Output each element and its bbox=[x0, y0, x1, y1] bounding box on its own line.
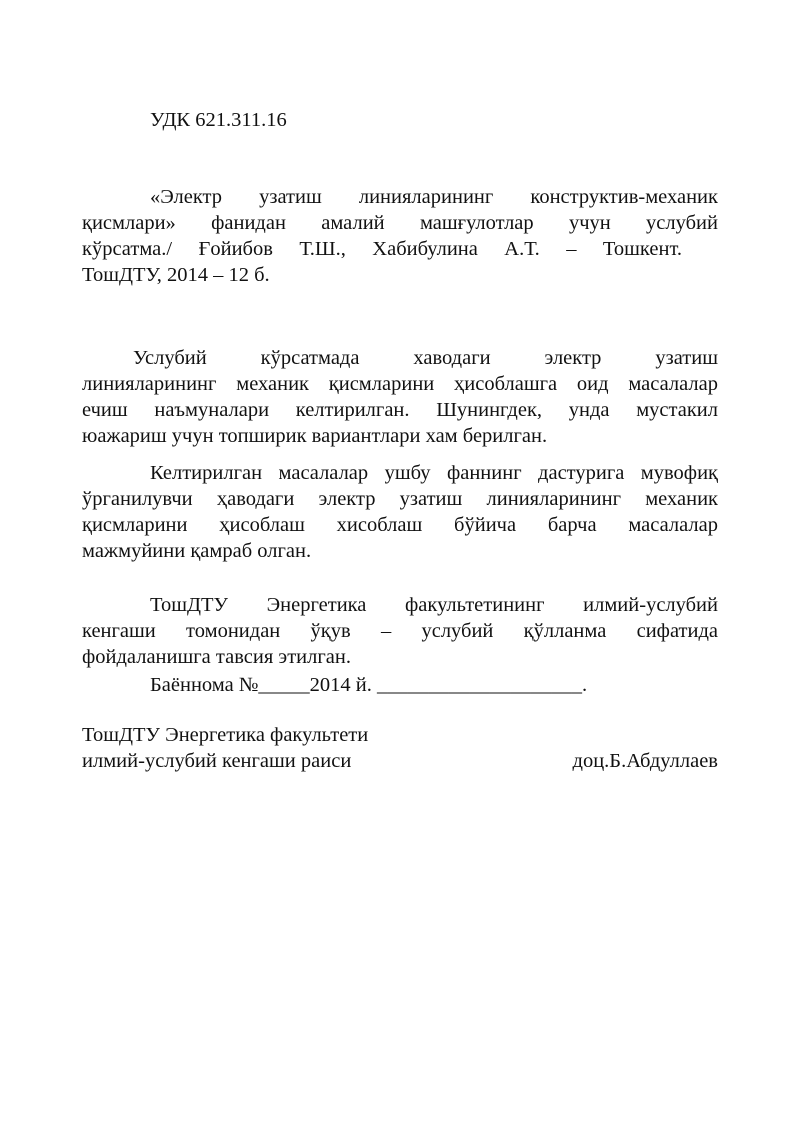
abstract-line: мажмуйини қамраб олган. bbox=[82, 540, 312, 562]
approval-line: фойдаланишга тавсия этилган. bbox=[82, 646, 351, 668]
abstract-line: Келтирилган масалалар ушбу фаннинг дастурига мувофиқ bbox=[150, 462, 718, 484]
abstract-line: Услубий кўрсатмада хаводаги электр узатиш bbox=[133, 347, 718, 369]
abstract-line: ўрганилувчи ҳаводаги электр узатиш линияларининг механик bbox=[82, 488, 718, 510]
signature-role: илмий-услубий кенгаши раиси bbox=[82, 750, 352, 772]
approval-line: ТошДТУ Энергетика факультетининг илмий-услубий bbox=[150, 594, 718, 616]
abstract-line: юажариш учун топширик вариантлари хам берилган. bbox=[82, 425, 548, 447]
abstract-line: ечиш наъмуналари келтирилган. Шунингдек, унда мустакил bbox=[82, 399, 718, 421]
signature-org: ТошДТУ Энергетика факультети bbox=[82, 724, 369, 746]
udk-code: УДК 621.311.16 bbox=[150, 109, 287, 131]
citation-line: кўрсатма./ Ғойибов Т.Ш., Хабибулина А.Т. – Тошкент. bbox=[82, 238, 682, 260]
citation-line: «Электр узатиш линияларининг конструктив-механик bbox=[150, 186, 718, 208]
signature-name: доц.Б.Абдуллаев bbox=[572, 750, 718, 772]
citation-line: қисмлари» фанидан амалий машғулотлар учун услубий bbox=[82, 212, 718, 234]
protocol-line: Баённома №_____2014 й. ____________________. bbox=[150, 674, 588, 696]
abstract-line: қисмларини ҳисоблаш хисоблаш бўйича барча масалалар bbox=[82, 514, 718, 536]
citation-line: ТошДТУ, 2014 – 12 б. bbox=[82, 264, 270, 286]
abstract-line: линияларининг механик қисмларини ҳисоблашга оид масалалар bbox=[82, 373, 718, 395]
approval-line: кенгаши томонидан ўқув – услубий қўлланма сифатида bbox=[82, 620, 718, 642]
